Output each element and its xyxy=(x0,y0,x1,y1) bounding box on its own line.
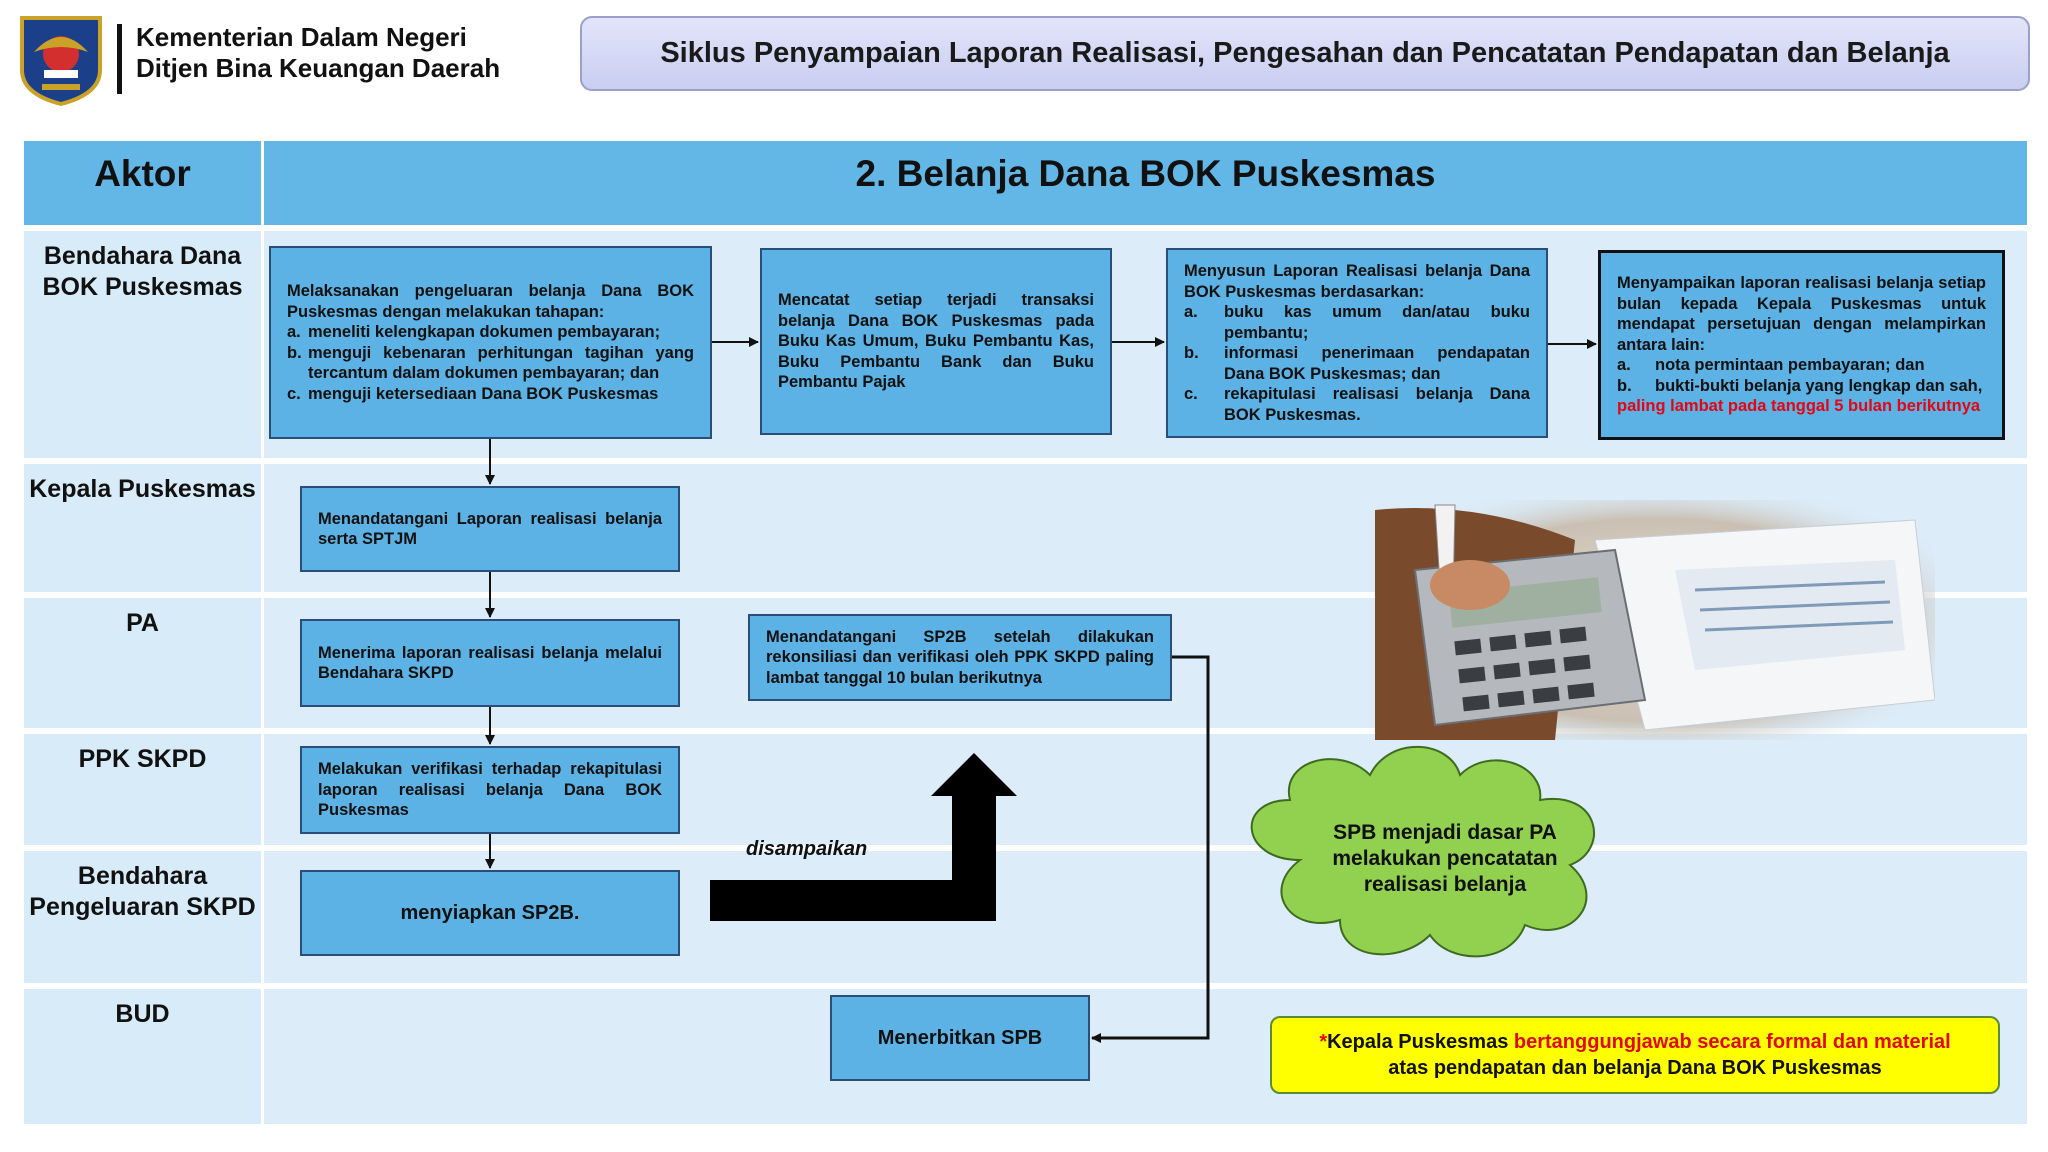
note-part-1: Kepala Puskesmas xyxy=(1327,1031,1514,1053)
list-item: a. nota permintaan pembayaran; dan xyxy=(1617,356,1925,375)
lane-label-bendahara-bok: Bendahara Dana BOK Puskesmas xyxy=(24,231,261,458)
lane-label-kepala-puskesmas: Kepala Puskesmas xyxy=(24,464,261,592)
step-record-transactions: Mencatat setiap terjadi transaksi belanja Dana BOK Puskesmas pada Buku Kas Umum, Buku Pembantu Kas, Buku Pembantu Bank dan Buku Pembantu Pajak xyxy=(760,248,1112,435)
org-line-1: Kementerian Dalam Negeri xyxy=(136,22,467,52)
cloud-text: SPB menjadi dasar PA melakukan pencatatan realisasi belanja xyxy=(1332,821,1558,896)
step-execute-spending-intro: Melaksanakan pengeluaran belanja Dana BOK Puskesmas dengan melakukan tahapan: xyxy=(287,282,694,321)
step-issue-spb: Menerbitkan SPB xyxy=(830,995,1090,1081)
responsibility-note xyxy=(1270,1016,2000,1094)
note-part-2: bertanggungjawab secara formal dan material xyxy=(1513,1031,1951,1053)
step-prepare-sp2b: menyiapkan SP2B. xyxy=(300,870,680,956)
list-item: a. meneliti kelengkapan dokumen pembayaran; xyxy=(287,323,661,341)
actor-column-header: Aktor xyxy=(24,141,261,225)
step-receive-report: Menerima laporan realisasi belanja melalui Bendahara SKPD xyxy=(300,619,680,707)
step-verify-recap: Melakukan verifikasi terhadap rekapitulasi laporan realisasi belanja Dana BOK Puskesmas xyxy=(300,746,680,834)
list-item: b. informasi penerimaan pendapatan Dana BOK Puskesmas; dan xyxy=(1184,344,1530,383)
step-submit-report-intro: Menyampaikan laporan realisasi belanja setiap bulan kepada Kepala Puskesmas untuk mendapat persetujuan dengan melampirkan antara lain: xyxy=(1617,274,1986,354)
step-sign-report: Menandatangani Laporan realisasi belanja serta SPTJM xyxy=(300,486,680,572)
list-item: b. menguji kebenaran perhitungan tagihan yang tercantum dalam dokumen pembayaran; dan xyxy=(287,343,694,382)
lane-label-bendahara-pengeluaran: Bendahara Pengeluaran SKPD xyxy=(24,851,261,983)
note-asterisk: * xyxy=(1319,1031,1328,1053)
list-item: b. bukti-bukti belanja yang lengkap dan sah, xyxy=(1617,376,1983,395)
lane-label-bud: BUD xyxy=(24,989,261,1124)
step-sign-sp2b: Menandatangani SP2B setelah dilakukan rekonsiliasi dan verifikasi oleh PPK SKPD paling lambat tanggal 10 bulan berikutnya xyxy=(748,614,1172,701)
slide-title: Siklus Penyampaian Laporan Realisasi, Pengesahan dan Pencatatan Pendapatan dan Belanja xyxy=(580,16,2030,91)
list-item: c. menguji ketersediaan Dana BOK Puskesmas xyxy=(287,384,659,403)
lane-label-pa: PA xyxy=(24,598,261,728)
arrow-label-disampaikan: disampaikan xyxy=(746,838,868,860)
list-item: a. buku kas umum dan/atau buku pembantu; xyxy=(1184,303,1530,342)
org-line-2: Ditjen Bina Keuangan Daerah xyxy=(136,53,501,83)
note-part-3: atas pendapatan dan belanja Dana BOK Puskesmas xyxy=(1388,1057,1882,1079)
step-compile-report-intro: Menyusun Laporan Realisasi belanja Dana BOK Puskesmas berdasarkan: xyxy=(1184,262,1530,301)
list-item: c. rekapitulasi realisasi belanja Dana BOK Puskesmas. xyxy=(1184,385,1530,424)
process-column-header: 2. Belanja Dana BOK Puskesmas xyxy=(264,141,2027,225)
lane-label-ppk-skpd: PPK SKPD xyxy=(24,734,261,845)
deadline-text: paling lambat pada tanggal 5 bulan berikutnya xyxy=(1617,397,1981,416)
